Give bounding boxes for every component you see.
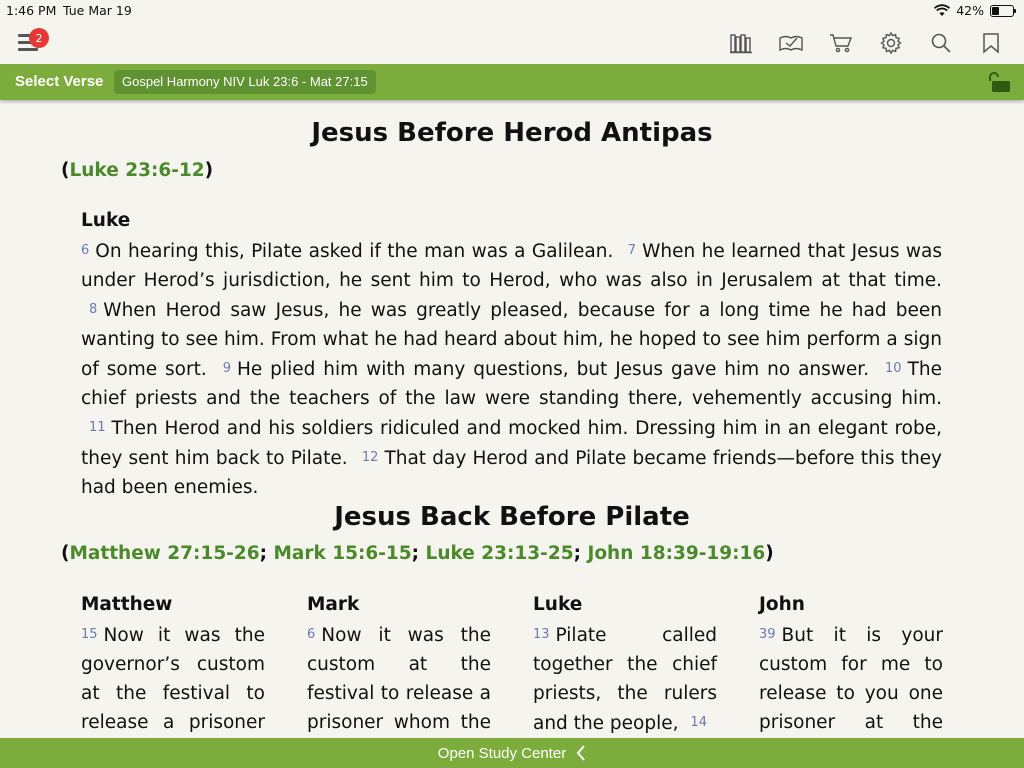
verse-text: Then Herod and his soldiers ridiculed and mocked him. Dressing him in an elegant robe, they sent him back to Pilate. bbox=[81, 418, 942, 469]
unlock-icon[interactable] bbox=[986, 71, 1012, 93]
section-title: Jesus Back Before Pilate bbox=[334, 502, 690, 532]
store-button[interactable] bbox=[826, 31, 856, 55]
passage-link[interactable]: Luke 23:6-12 bbox=[69, 160, 205, 181]
reader-content[interactable] bbox=[0, 100, 1024, 738]
gospel-heading: John bbox=[759, 594, 805, 615]
verse-text: Pilate called together the chief priests, the rulers and the people, bbox=[533, 625, 717, 734]
verse-number[interactable]: 9 bbox=[222, 361, 231, 376]
gospel-heading: Matthew bbox=[81, 594, 173, 615]
gospel-column bbox=[533, 620, 717, 738]
verse-text: When Herod saw Jesus, he was greatly pleased, because for a long time he had been wanting to see him. From what he had heard about him, he hoped to see him perform a sign of some sort. bbox=[81, 300, 942, 380]
status-right bbox=[934, 3, 1014, 18]
library-icon bbox=[729, 32, 753, 54]
select-verse-button[interactable]: Select Verse bbox=[15, 73, 104, 90]
gospel-heading: Luke bbox=[81, 210, 131, 231]
notification-badge: 2 bbox=[29, 28, 49, 48]
gospel-heading: Luke bbox=[533, 594, 583, 615]
search-button[interactable] bbox=[926, 31, 956, 55]
reading-plan-button[interactable] bbox=[776, 31, 806, 55]
verse-number[interactable]: 7 bbox=[627, 243, 637, 258]
verse-number[interactable]: 11 bbox=[89, 420, 106, 435]
open-book-check-icon bbox=[778, 32, 804, 54]
battery-percent: 42% bbox=[956, 3, 984, 18]
reference-bar bbox=[0, 64, 1024, 100]
verse-number[interactable]: 12 bbox=[361, 450, 379, 465]
wifi-icon bbox=[934, 5, 950, 17]
verse-text: That day Herod and Pilate became friends—before this they had been enemies. bbox=[81, 448, 942, 498]
verse-number[interactable]: 6 bbox=[307, 627, 316, 642]
library-button[interactable] bbox=[726, 31, 756, 55]
toolbar bbox=[0, 22, 1024, 64]
passage-link[interactable]: Luke 23:13-25 bbox=[425, 543, 574, 564]
passage-link[interactable]: Matthew 27:15-26 bbox=[69, 543, 260, 564]
section-title: Jesus Before Herod Antipas bbox=[311, 118, 713, 148]
verse-number[interactable]: 8 bbox=[89, 302, 98, 317]
battery-icon bbox=[990, 5, 1014, 17]
verse-number[interactable]: 14 bbox=[690, 715, 707, 730]
toolbar-icons bbox=[726, 31, 1006, 55]
status-time: 1:46 PM bbox=[6, 3, 57, 18]
verse-text: Now it was the custom at the festival to release a prisoner whom the bbox=[307, 625, 491, 733]
bookmark-button[interactable] bbox=[976, 31, 1006, 55]
reference-chip[interactable]: Gospel Harmony NIV Luk 23:6 - Mat 27:15 bbox=[114, 70, 376, 94]
study-center-label: Open Study Center bbox=[437, 744, 567, 762]
verse-text: On hearing this, Pilate asked if the man was a Galilean. bbox=[95, 241, 614, 262]
verse-text: The chief priests and the teachers of the law were standing there, vehemently accusing him. bbox=[81, 359, 942, 409]
verse-text: But it is your custom for me to release to you one prisoner at the bbox=[759, 625, 943, 733]
verse-number[interactable]: 15 bbox=[81, 627, 98, 642]
verse-number[interactable]: 10 bbox=[885, 361, 902, 376]
verse-text: Now it was the governor’s custom at the festival to release a prisoner bbox=[81, 625, 265, 733]
verse-number[interactable]: 13 bbox=[533, 627, 550, 642]
chevron-left-icon bbox=[576, 745, 586, 761]
cart-icon bbox=[828, 32, 854, 54]
settings-button[interactable] bbox=[876, 31, 906, 55]
status-date: Tue Mar 19 bbox=[63, 3, 132, 18]
verse-number[interactable]: 39 bbox=[759, 627, 776, 642]
gospel-heading: Mark bbox=[307, 594, 360, 615]
passage-text bbox=[81, 236, 942, 502]
passage-link[interactable]: John 18:39-19:16 bbox=[587, 543, 766, 564]
search-icon bbox=[930, 32, 952, 54]
passage-references: (Luke 23:6-12) bbox=[61, 160, 214, 181]
bookmark-icon bbox=[981, 32, 1001, 54]
verse-text: He plied him with many questions, but Jesus gave him no answer. bbox=[236, 359, 870, 380]
open-study-center-button[interactable] bbox=[0, 738, 1024, 768]
verse-text: When he learned that Jesus was under Herod’s jurisdiction, he sent him to Herod, who was also in Jerusalem at that time. bbox=[81, 241, 942, 291]
passage-references: (Matthew 27:15-26; Mark 15:6-15; Luke 23:13-25; John 18:39-19:16) bbox=[61, 543, 774, 564]
gear-icon bbox=[879, 31, 903, 55]
status-bar bbox=[0, 0, 1024, 22]
verse-number[interactable]: 6 bbox=[81, 243, 90, 258]
passage-link[interactable]: Mark 15:6-15 bbox=[273, 543, 412, 564]
